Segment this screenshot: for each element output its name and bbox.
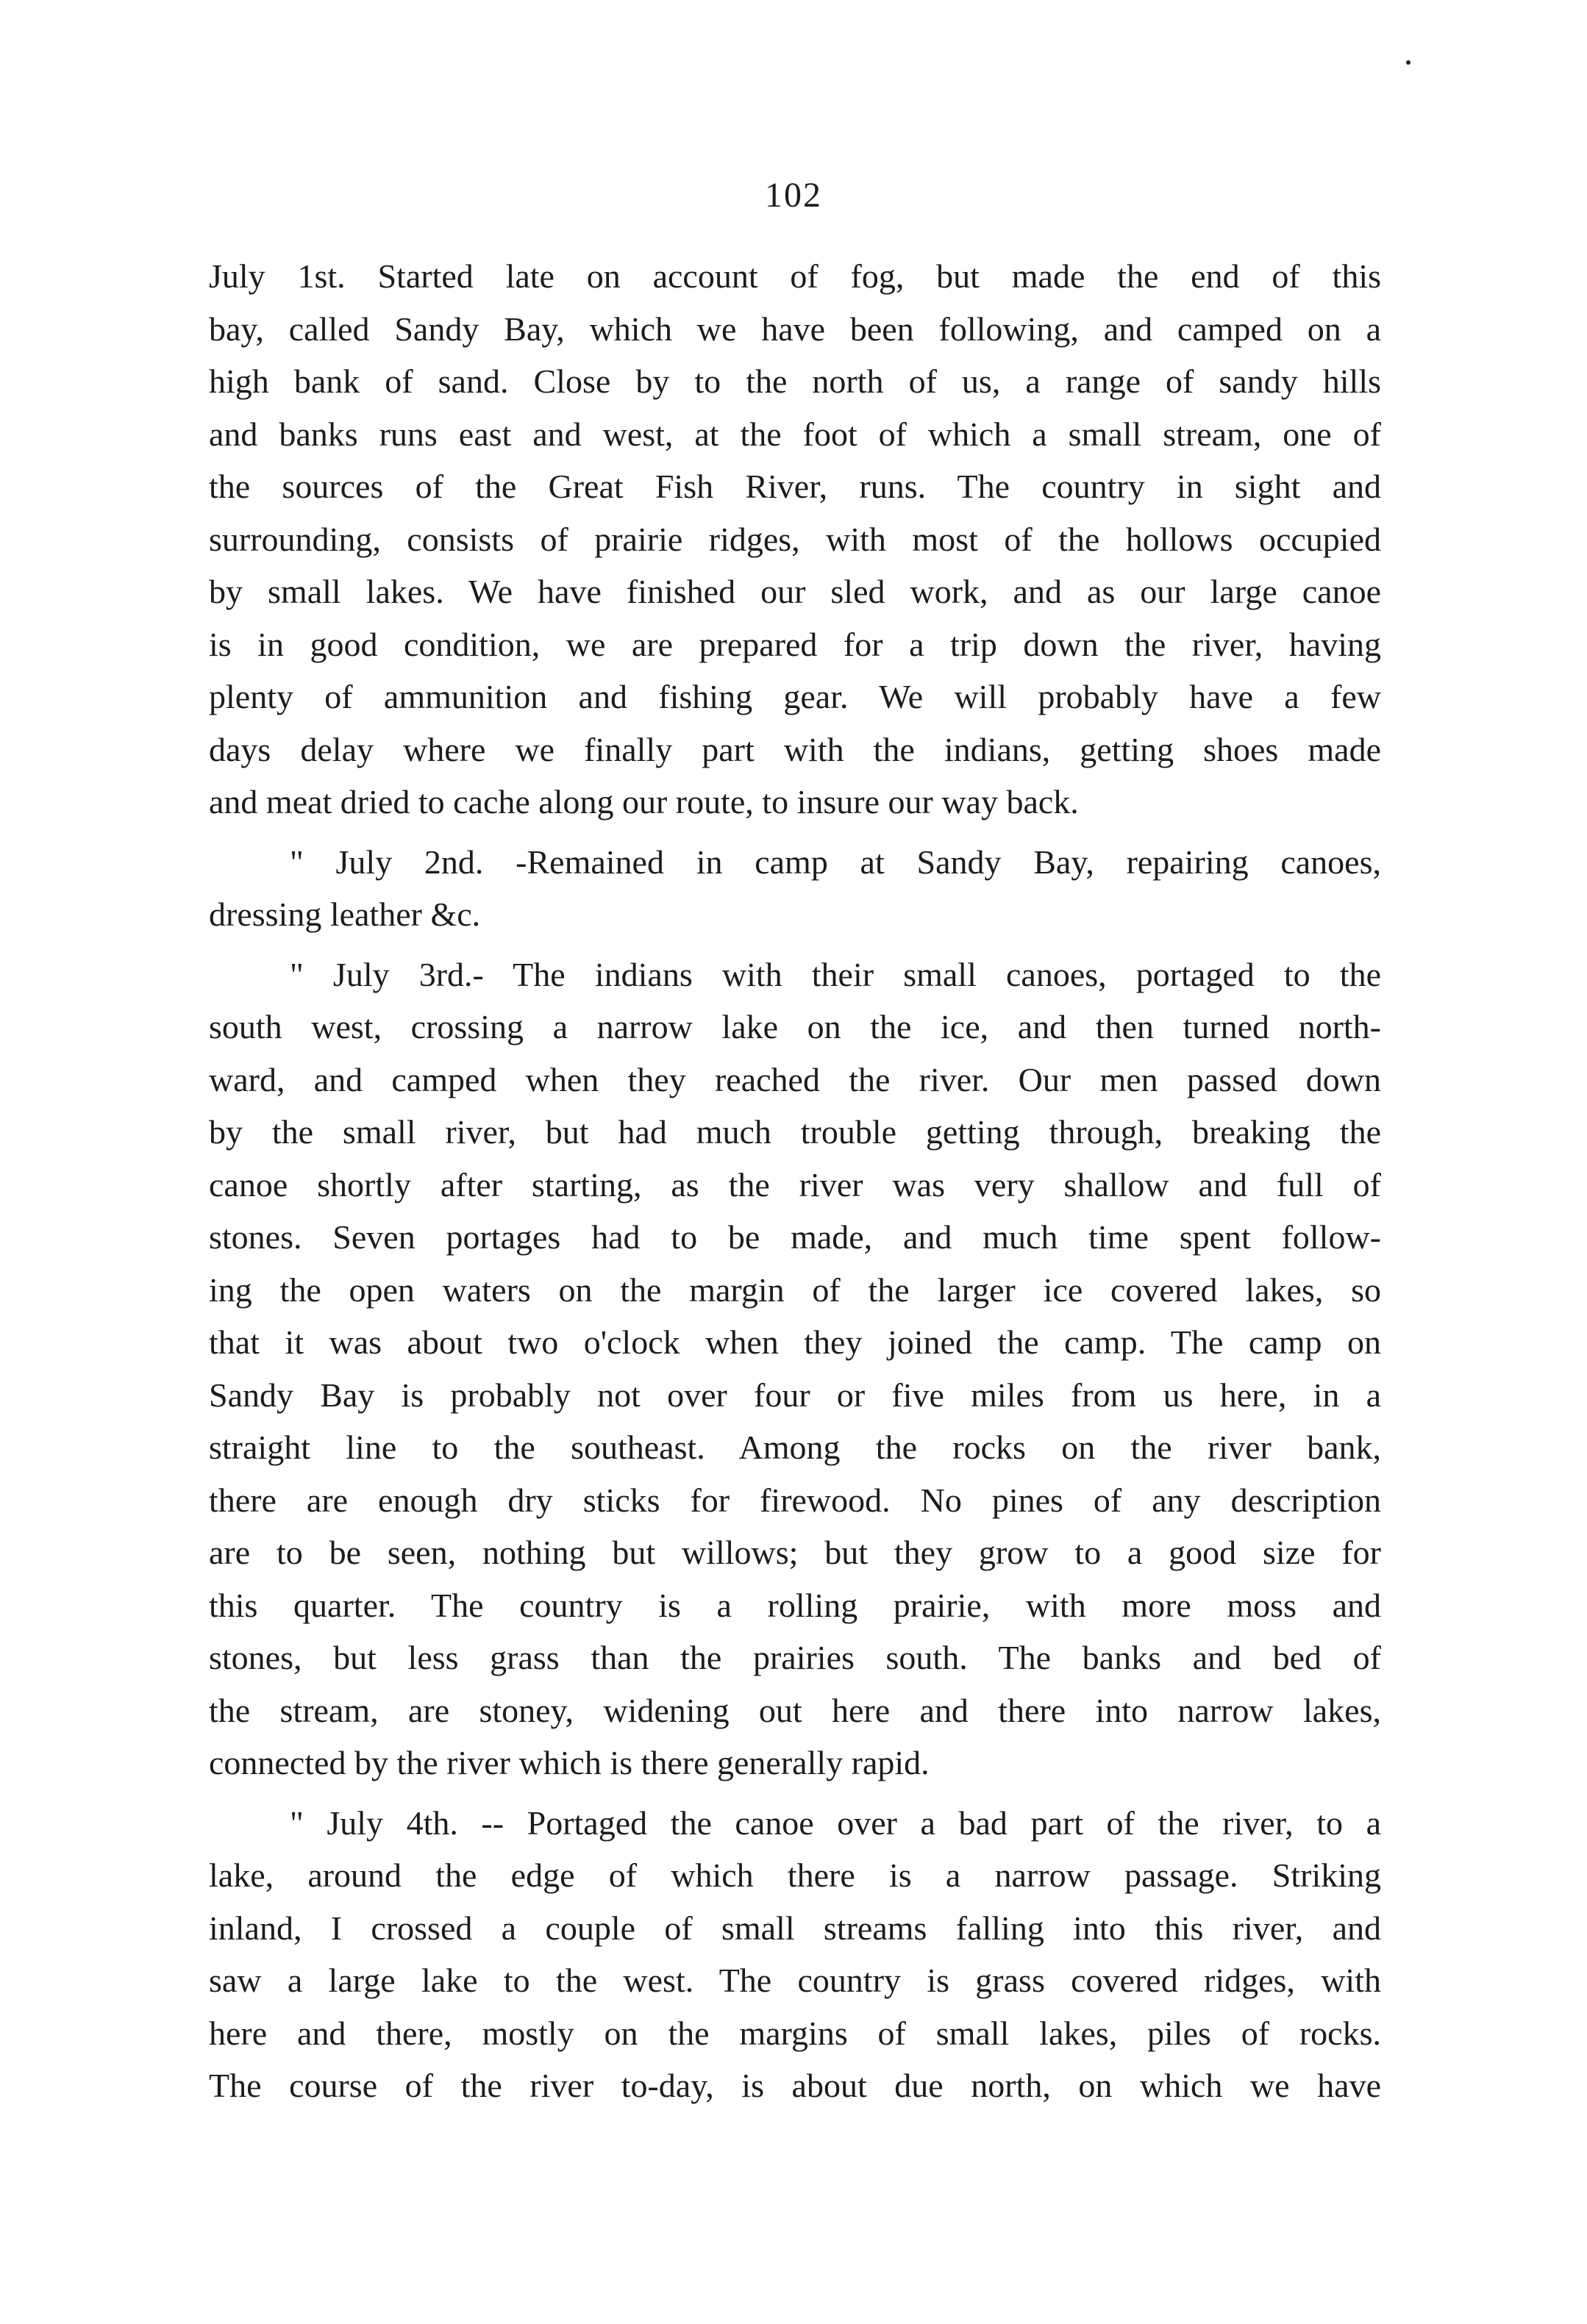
text-line: inland, I crossed a couple of small streams falling into this river, and [209,1909,1381,1947]
page-number: 102 [765,176,822,215]
text-line: the sources of the Great Fish River, runs. The country in sight and [209,468,1381,505]
entry-july-1 [209,250,1381,829]
text-line: straight line to the southeast. Among the rocks on the river bank, [209,1429,1381,1466]
text-line: " July 3rd.- The indians with their small canoes, portaged to the [290,955,1381,993]
text-line: bay, called Sandy Bay, which we have been following, and camped on a [209,310,1381,348]
text-line: canoe shortly after starting, as the river was very shallow and full of [209,1165,1381,1204]
text-line: by the small river, but had much trouble getting through, breaking the [209,1113,1381,1151]
text-line: are to be seen, nothing but willows; but they grow to a good size for [209,1534,1381,1571]
text-line: this quarter. The country is a rolling prairie, with more moss and [209,1586,1381,1624]
text-line: the stream, are stoney, widening out here and there into narrow lakes, [209,1691,1381,1729]
text-line: that it was about two o'clock when they joined the camp. The camp on [209,1323,1381,1361]
text-line: stones. Seven portages had to be made, and much time spent follow- [209,1218,1381,1256]
text-line: ward, and camped when they reached the river. Our men passed down [209,1060,1381,1098]
text-line: south west, crossing a narrow lake on the ice, and then turned north- [209,1008,1381,1045]
text-line: here and there, mostly on the margins of small lakes, piles of rocks. [209,2014,1381,2052]
text-line: and meat dried to cache along our route, to insure our way back. [209,783,1079,820]
text-block [209,250,1381,2120]
text-line: plenty of ammunition and fishing gear. We will probably have a few [209,678,1381,715]
text-line: days delay where we finally part with the indians, getting shoes made [209,730,1381,768]
text-line: " July 4th. -- Portaged the canoe over a bad part of the river, to a [290,1803,1381,1842]
text-line: " July 2nd. -Remained in camp at Sandy Bay, repairing canoes, [290,843,1381,881]
text-line: high bank of sand. Close by to the north of us, a range of sandy hills [209,362,1381,400]
text-line: ing the open waters on the margin of the larger ice covered lakes, so [209,1270,1381,1309]
text-line: Sandy Bay is probably not over four or five miles from us here, in a [209,1376,1381,1414]
entry-july-4 [209,1797,1381,2112]
text-line: there are enough dry sticks for firewood. No pines of any description [209,1481,1381,1519]
text-line: saw a large lake to the west. The country is grass covered ridges, with [209,1962,1381,1999]
text-line: lake, around the edge of which there is a narrow passage. Striking [209,1856,1381,1894]
text-line: The course of the river to-day, is about due north, on which we have [209,2067,1381,2104]
text-line: surrounding, consists of prairie ridges, with most of the hollows occupied [209,520,1381,558]
text-line: connected by the river which is there generally rapid. [209,1744,930,1781]
text-line: by small lakes. We have finished our sled work, and as our large canoe [209,573,1381,610]
text-line: dressing leather &c. [209,895,481,933]
text-line: and banks runs east and west, at the foot of which a small stream, one of [209,415,1381,453]
entry-july-2 [209,836,1381,941]
text-line: is in good condition, we are prepared for a trip down the river, having [209,625,1381,663]
page-mark [1406,60,1411,65]
entry-july-3 [209,948,1381,1790]
text-line: stones, but less grass than the prairies south. The banks and bed of [209,1639,1381,1676]
text-line: July 1st. Started late on account of fog, but made the end of this [209,257,1381,295]
